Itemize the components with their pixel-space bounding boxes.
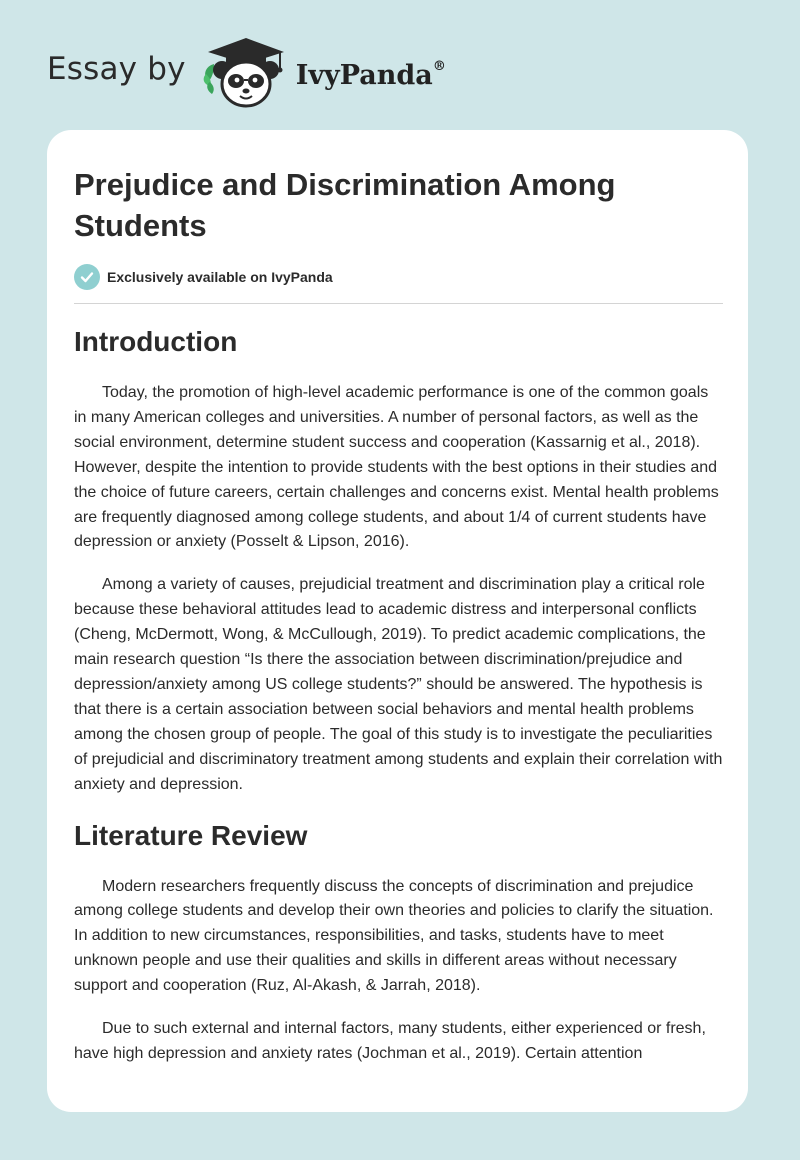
article-body — [74, 322, 723, 1085]
paragraph: Modern researchers frequently discuss the concepts of discrimination and prejudice among college students and develop their own theories and policies to clarify the situation. In addition to new circumstances, responsibilities, and tasks, students have to meet unknown people and use their qualities and skills in different areas without necessary support and cooperation (Ruz, Al-Akash, & Jarrah, 2018). — [74, 877, 714, 995]
brand-name: IvyPanda® — [295, 58, 446, 91]
brand-header — [47, 34, 446, 112]
registered-mark: ® — [432, 58, 446, 74]
section-literature-review — [74, 816, 723, 1067]
paragraph: Among a variety of causes, prejudicial treatment and discrimination play a critical role because these behavioral attitudes lead to academic distress and interpersonal conflicts (Cheng, McDermott, Wong, & McCullough, 2019). To predict academic complications, the main research question “Is there the association between discrimination/prejudice and depression/anxiety among US college students?” should be answered. The hypothesis is that there is a certain association between social behaviors and mental health problems among the chosen group of people. The goal of this study is to investigate the peculiarities of prejudicial and discriminatory treatment among students and explain their correlation with anxiety and depression. — [74, 576, 723, 793]
essay-card — [47, 130, 748, 1112]
section-heading: Literature Review — [74, 819, 308, 851]
exclusive-label: Exclusively available on IvyPanda — [107, 269, 333, 285]
brand-prefix: Essay by — [47, 51, 186, 87]
paragraph: Due to such external and internal factors, many students, either experienced or fresh, have high depression and anxiety rates (Jochman et al., 2019). Certain attention — [74, 1020, 706, 1062]
exclusive-badge — [74, 264, 333, 290]
panda-graduate-icon — [200, 34, 292, 112]
section-heading: Introduction — [74, 326, 238, 357]
divider — [74, 303, 723, 304]
page-title: Prejudice and Discrimination Among Students — [74, 167, 616, 243]
check-icon — [74, 264, 100, 290]
paragraph: Today, the promotion of high-level academic performance is one of the common goals in many American colleges and universities. A number of personal factors, as well as the social environment, determine student success and cooperation (Kassarnig et al., 2018). However, despite the intention to provide students with the best options in their studies and the choice of future careers, certain challenges and concerns exist. Mental health problems are frequently diagnosed among college students, and about 1/4 of current students have depression or anxiety (Posselt & Lipson, 2016). — [74, 384, 719, 551]
section-introduction — [74, 322, 723, 798]
